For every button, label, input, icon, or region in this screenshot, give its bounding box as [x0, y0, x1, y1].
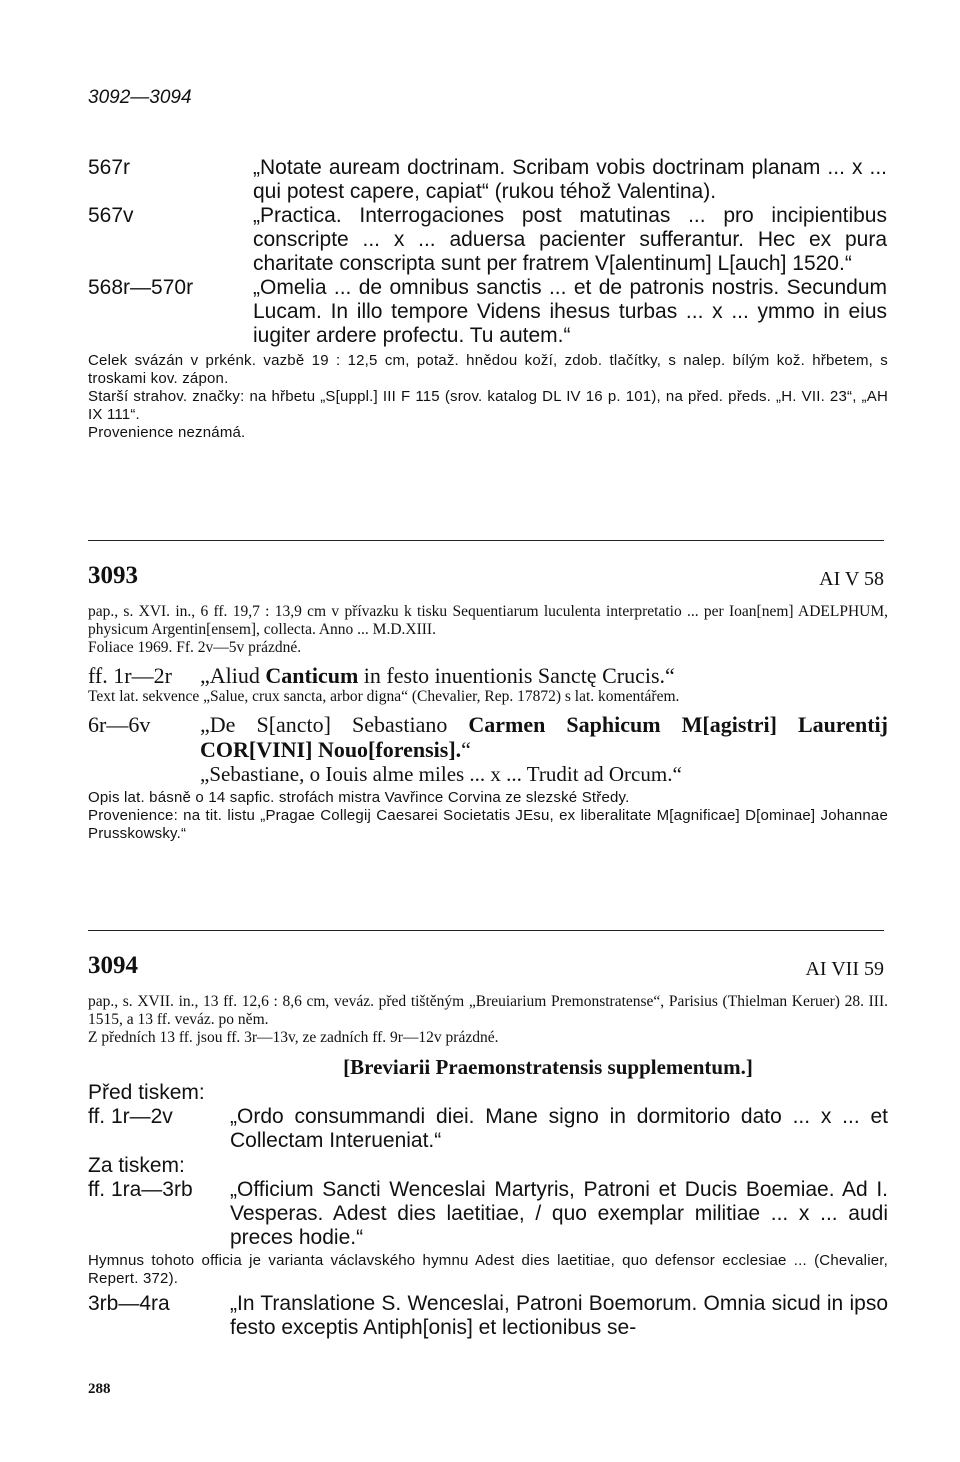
manuscript-entry	[88, 712, 888, 762]
foliation-note: Foliace 1969. Ff. 2v—5v prázdné.	[88, 639, 302, 656]
collection-title: [Breviarii Praemonstratensis supplementum.]	[343, 1055, 753, 1079]
record-3093-body	[88, 603, 888, 843]
catalog-page	[88, 0, 888, 1462]
record-number: 3093	[88, 562, 138, 589]
folio-range: 6r—6v	[88, 712, 151, 737]
title-prefix: „Aliud	[200, 663, 266, 688]
incipit-explicit: „Sebastiane, o Iouis alme miles ... x ... Trudit ad Orcum.“	[200, 762, 682, 786]
entry-note: Text lat. sekvence „Salue, crux sancta, arbor digna“ (Chevalier, Rep. 17872) s lat. komentářem.	[88, 688, 680, 705]
section-label: Před tiskem:	[88, 1081, 205, 1104]
record-3092-continuation	[88, 156, 888, 442]
binding-notes	[88, 352, 888, 442]
incipit-text	[200, 663, 888, 688]
entry-note: Hymnus tohoto officia je varianta václavského hymnu Adest dies laetitiae, quo defensor ecclesiae ... (Chevalier, Repert. 372).	[88, 1252, 888, 1287]
incipit-text: „In Translatione S. Wenceslai, Patroni Boemorum. Omnia sicud in ipso festo exceptis Antiph[onis] et lectionibus se-	[230, 1292, 888, 1339]
shelfmark: AI V 58	[819, 568, 884, 590]
work-title: Canticum	[265, 663, 359, 688]
entry-note: Opis lat. básně o 14 sapfic. strofách mistra Vavřince Corvina ze slezské Středy.	[88, 789, 630, 806]
binding-note: Celek svázán v prkénk. vazbě 19 : 12,5 cm, potaž. hnědou koží, zdob. tlačítky, s nalep. bílým kož. hřbetem, s troskami kov. zápon.	[88, 352, 888, 387]
section-divider	[88, 540, 884, 541]
folio-range: ff. 1r—2v	[88, 1105, 173, 1128]
folio-range: 3rb—4ra	[88, 1292, 170, 1315]
work-title: Carmen Saphicum M[agistri] Laurentij COR[VINI] Nouo[forensis].	[200, 712, 888, 762]
manuscript-entry	[88, 1178, 888, 1250]
folio-range: ff. 1ra—3rb	[88, 1178, 193, 1201]
record-number: 3094	[88, 952, 138, 979]
section-divider	[88, 930, 884, 931]
incipit-text: „Officium Sancti Wenceslai Martyris, Patroni et Ducis Boemiae. Ad I. Vesperas. Adest dies laetitiae, / quo exemplar militiae ... x ... audi preces hodie.“	[230, 1178, 888, 1249]
foliation-note: Z předních 13 ff. jsou ff. 3r—13v, ze zadních ff. 9r—12v prázdné.	[88, 1029, 499, 1046]
folio-range: 567v	[88, 204, 134, 227]
provenance-note: Provenience: na tit. listu „Pragae Collegij Caesarei Societatis JEsu, ex liberalitate M[agnificae] D[ominae] Johannae Prusskowsky.“	[88, 807, 888, 842]
record-3094-body	[88, 993, 888, 1340]
physical-description: pap., s. XVII. in., 13 ff. 12,6 : 8,6 cm, veváz. před tištěným „Breuiarium Premonstratense“, Parisius (Thielman Keruer) 28. III. 1515, a 13 ff. veváz. po něm.	[88, 993, 888, 1028]
incipit-text: „Notate auream doctrinam. Scribam vobis doctrinam planam ... x ... qui potest capere, capiat“ (rukou téhož Valentina).	[253, 156, 887, 203]
incipit-text: „Practica. Interrogaciones post matutinas ... pro incipientibus conscripte ... x ... aduersa pacienter sufferantur. Hec ex pura charitate conscripta sunt per fratrem V[alentinum] L[auch] 1520.“	[253, 204, 887, 275]
manuscript-entry	[88, 663, 888, 688]
incipit-text: „Ordo consummandi diei. Mane signo in dormitorio dato ... x ... et Collectam Interueniat.“	[230, 1105, 888, 1152]
physical-description: pap., s. XVI. in., 6 ff. 19,7 : 13,9 cm v přívazku k tisku Sequentiarum luculenta interpretatio ... per Ioan[nem] ADELPHUM, physicum Argentin[ensem], collecta. Anno ... M.D.XIII.	[88, 603, 888, 638]
folio-range: 568r—570r	[88, 276, 194, 299]
manuscript-entry	[88, 276, 888, 348]
shelfmark: AI VII 59	[805, 958, 884, 980]
provenance-note: Provenience neznámá.	[88, 424, 246, 441]
title-prefix: „De S[ancto] Sebastiano	[200, 712, 469, 737]
manuscript-entry	[88, 156, 888, 204]
manuscript-entry	[88, 1292, 888, 1340]
record-header	[88, 562, 884, 594]
shelfmark-note: Starší strahov. značky: na hřbetu „S[uppl.] III F 115 (srov. katalog DL IV 16 p. 101), na před. předs. „H. VII. 23“, „AH IX 111“.	[88, 388, 888, 423]
folio-range: ff. 1r—2r	[88, 663, 172, 688]
running-head: 3092—3094	[88, 87, 192, 108]
record-header	[88, 952, 884, 984]
page-number: 288	[88, 1381, 111, 1397]
title-suffix: in festo inuentionis Sanctę Crucis.“	[358, 663, 675, 688]
incipit-text: „Omelia ... de omnibus sanctis ... et de patronis nostris. Secundum Lucam. In illo tempore Videns ihesus turbas ... x ... ymmo in eius iugiter ardere profectu. Tu autem.“	[253, 276, 887, 347]
section-label: Za tiskem:	[88, 1154, 185, 1177]
title-suffix: “	[461, 737, 471, 762]
manuscript-entry	[88, 204, 888, 276]
folio-range: 567r	[88, 156, 131, 179]
incipit-text	[200, 712, 888, 762]
manuscript-entry	[88, 1105, 888, 1153]
